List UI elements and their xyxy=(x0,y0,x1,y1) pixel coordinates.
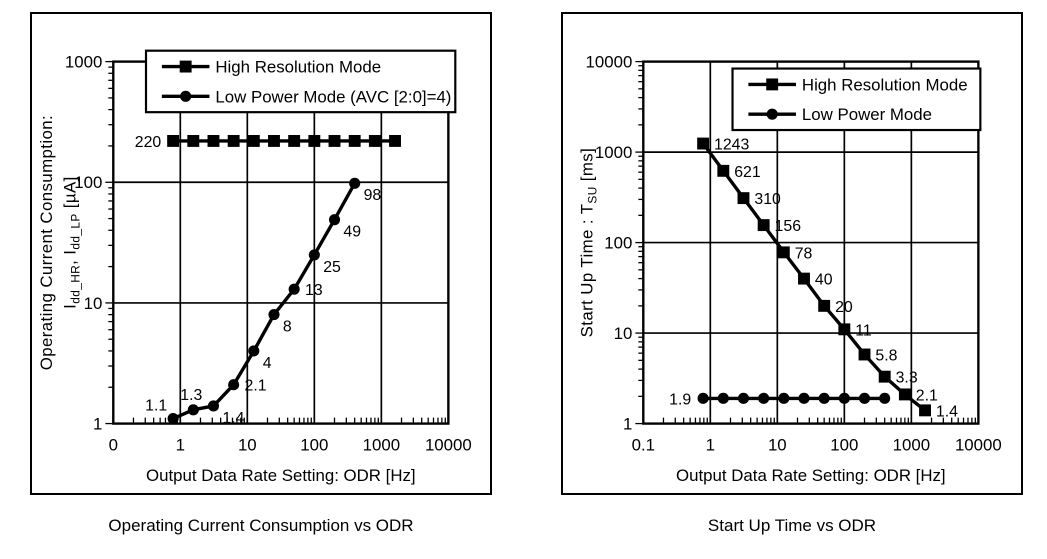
square-marker xyxy=(389,135,401,147)
square-marker xyxy=(758,219,770,231)
circle-marker xyxy=(168,413,179,424)
point-label: 156 xyxy=(774,218,802,236)
circle-marker xyxy=(758,393,769,404)
y-axis-title: Start Up Time : $T_{SU}$ [ms] xyxy=(577,147,600,338)
square-marker xyxy=(738,192,750,204)
x-tick-label: 0 xyxy=(108,435,118,455)
point-label: 621 xyxy=(734,163,761,181)
x-tick-label: 1 xyxy=(705,435,715,455)
x-tick-label: 10000 xyxy=(424,435,472,455)
point-label: 2.1 xyxy=(915,387,938,405)
circle-marker xyxy=(289,284,300,295)
point-label: 13 xyxy=(305,282,323,300)
square-marker xyxy=(268,135,280,147)
x-tick-label: 10 xyxy=(237,435,257,455)
series-low-power-mode xyxy=(669,391,890,408)
y-tick-label: 1 xyxy=(623,414,633,434)
y-tick-label: 1 xyxy=(93,414,103,434)
square-marker xyxy=(248,135,260,147)
point-label: 78 xyxy=(794,245,813,263)
square-marker xyxy=(288,135,300,147)
point-label: 40 xyxy=(814,271,833,289)
circle-marker xyxy=(839,393,850,404)
y-tick-label: 100 xyxy=(604,233,633,253)
point-label: 1243 xyxy=(714,136,750,154)
circle-marker xyxy=(268,309,279,320)
x-tick-label: 1 xyxy=(175,435,185,455)
square-marker xyxy=(919,404,931,416)
x-tick-label: 100 xyxy=(300,435,329,455)
series-high-resolution-mode xyxy=(135,134,401,151)
legend xyxy=(146,51,455,112)
square-marker xyxy=(349,135,361,147)
y-tick-label: 10 xyxy=(83,293,103,313)
square-marker xyxy=(697,138,709,150)
circle-marker xyxy=(718,393,729,404)
y-tick-label: 1000 xyxy=(64,52,103,72)
point-label: 49 xyxy=(343,223,362,241)
point-label: 1.4 xyxy=(935,403,958,421)
point-label: 11 xyxy=(855,322,872,340)
circle-marker xyxy=(819,393,830,404)
plot-border xyxy=(113,62,448,424)
operating-current-consumption-chart xyxy=(30,12,492,495)
operating-current-consumption-chart-svg xyxy=(32,14,490,493)
square-marker xyxy=(187,135,199,147)
point-label: 4 xyxy=(262,354,272,372)
x-tick-label: 10000 xyxy=(954,435,1002,455)
point-label: 25 xyxy=(323,258,341,276)
square-marker xyxy=(798,273,810,285)
right-chart-caption: Start Up Time vs ODR xyxy=(707,516,877,535)
point-label: 1.9 xyxy=(669,391,692,409)
square-marker xyxy=(899,388,911,400)
legend-label: Low Power Mode (AVC [2:0]=4) xyxy=(215,87,452,107)
square-marker xyxy=(308,135,320,147)
circle-marker xyxy=(309,249,320,260)
square-marker xyxy=(717,165,729,177)
circle-marker xyxy=(879,393,890,404)
point-label: 220 xyxy=(134,133,162,151)
x-tick-label: 1000 xyxy=(892,435,931,455)
circle-marker xyxy=(329,214,340,225)
y-axis-title: $I_{dd\_HR}$, $I_{dd\_LP}$ [µA] xyxy=(60,176,83,309)
x-tick-label: 0.1 xyxy=(631,435,656,455)
point-label: 5.8 xyxy=(875,347,898,365)
point-label: 8 xyxy=(282,318,292,336)
y-tick-label: 1000 xyxy=(594,143,633,163)
y-tick-label: 10 xyxy=(613,324,633,344)
circle-marker xyxy=(188,404,199,415)
legend-label: High Resolution Mode xyxy=(801,75,968,95)
square-marker xyxy=(228,135,240,147)
circle-marker xyxy=(798,393,809,404)
legend-square-marker xyxy=(180,61,192,73)
legend xyxy=(733,69,981,130)
x-axis-title: Output Data Rate Setting: ODR [Hz] xyxy=(676,466,946,486)
circle-marker xyxy=(859,393,870,404)
square-marker xyxy=(778,246,790,258)
y-axis-title: Operating Current Consumption: xyxy=(36,114,56,371)
square-marker xyxy=(818,300,830,312)
square-marker xyxy=(859,349,871,361)
point-label: 1.3 xyxy=(180,386,203,404)
square-marker xyxy=(329,135,341,147)
gridlines xyxy=(113,62,448,424)
x-tick-label: 100 xyxy=(830,435,859,455)
y-tick-label: 10000 xyxy=(585,52,633,72)
legend-label: High Resolution Mode xyxy=(215,57,382,77)
series-high-resolution-mode xyxy=(697,136,958,420)
legend-circle-marker xyxy=(767,109,778,120)
circle-marker xyxy=(349,178,360,189)
start-up-time-chart-svg xyxy=(563,14,1021,493)
circle-marker xyxy=(698,393,709,404)
point-label: 20 xyxy=(835,298,853,316)
y-tick-label: 100 xyxy=(74,173,103,193)
circle-marker xyxy=(248,345,259,356)
start-up-time-chart xyxy=(561,12,1023,495)
square-marker xyxy=(879,371,891,383)
x-tick-label: 10 xyxy=(767,435,787,455)
x-tick-label: 1000 xyxy=(362,435,401,455)
circle-marker xyxy=(228,379,239,390)
minor-ticks xyxy=(105,62,445,424)
point-label: 1.1 xyxy=(145,397,168,415)
square-marker xyxy=(838,323,850,335)
circle-marker xyxy=(208,400,219,411)
x-axis-title: Output Data Rate Setting: ODR [Hz] xyxy=(146,466,416,486)
point-label: 310 xyxy=(754,191,781,209)
point-label: 98 xyxy=(363,187,382,205)
point-label: 3.3 xyxy=(895,369,918,387)
circle-marker xyxy=(738,393,749,404)
legend-circle-marker xyxy=(180,91,191,102)
legend-square-marker xyxy=(766,78,778,90)
point-label: 1.4 xyxy=(222,409,245,427)
legend-label: Low Power Mode xyxy=(801,105,933,125)
square-marker xyxy=(167,135,179,147)
square-marker xyxy=(208,135,220,147)
point-label: 2.1 xyxy=(244,377,267,395)
square-marker xyxy=(369,135,381,147)
circle-marker xyxy=(778,393,789,404)
left-chart-caption: Operating Current Consumption vs ODR xyxy=(108,516,414,535)
